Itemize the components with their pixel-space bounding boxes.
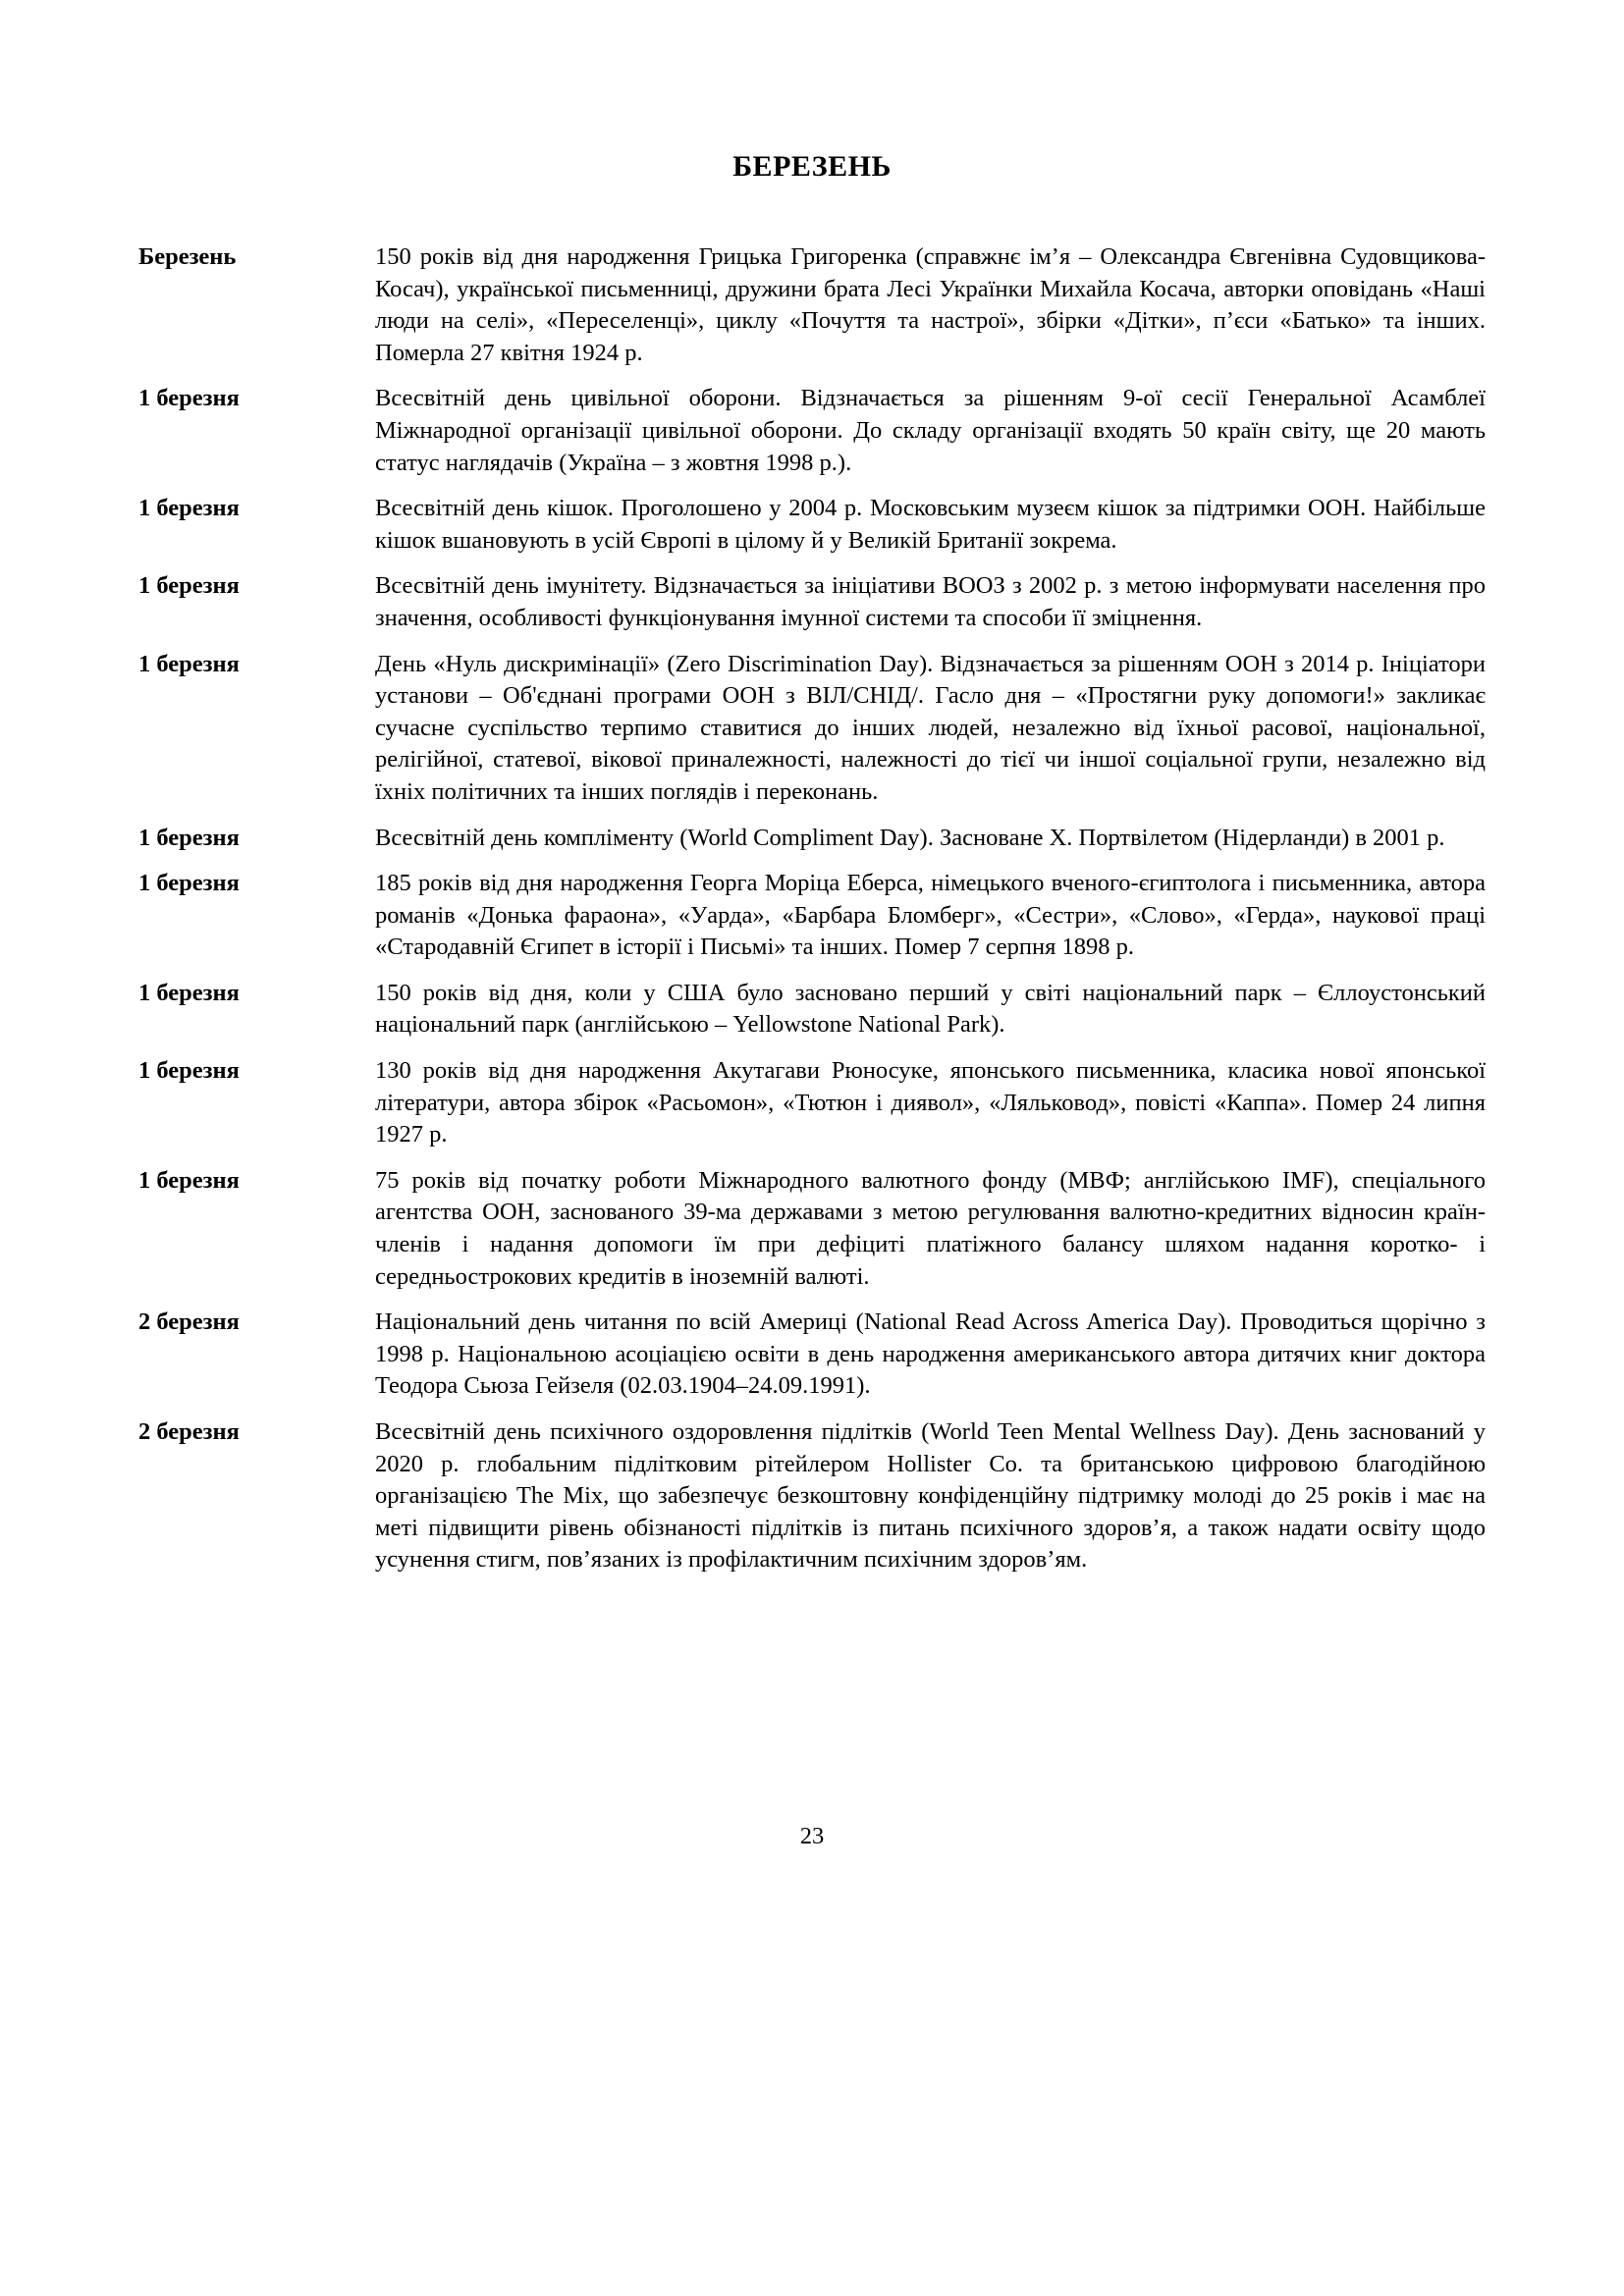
event-entry [138, 493, 1486, 557]
event-description: 75 років від початку роботи Міжнародного валютного фонду (МВФ; англійською IMF), спеціального агентства ООН, заснованого 39-ма державами з метою регулювання валютно-кредитних відносин країн-членів і надання допомоги їм при дефіциті платіжного балансу шляхом надання коротко- і середньострокових кредитів в іноземній валюті. [375, 1166, 1486, 1290]
event-description: 150 років від дня народження Грицька Григоренка (справжнє ім’я – Олександра Євгенівна Судовщикова-Косач), української письменниці, дружини брата Лесі Українки Михайла Косача, авторки оповідань «Наші люди на селі», «Переселенці», циклу «Почуття та настрої», збірки «Дітки», п’єси «Батько» та інших. Померла 27 квітня 1924 р. [375, 243, 1486, 366]
event-entry [138, 649, 1486, 809]
event-description: Всесвітній день кішок. Проголошено у 2004 р. Московським музеєм кішок за підтримки ООН. Найбільше кішок вшановують в усій Європі в цілому й у Великій Британії зокрема. [375, 495, 1486, 554]
event-description: Національний день читання по всій Америці (National Read Across America Day). Проводиться щорічно з 1998 р. Національною асоціацією освіти в день народження американського автора дитячих книг доктора Теодора Сьюза Гейзеля (02.03.1904–24.09.1991). [375, 1308, 1486, 1400]
event-date: 1 березня [138, 495, 240, 522]
event-date: 1 березня [138, 650, 240, 677]
event-description: День «Нуль дискримінації» (Zero Discrimination Day). Відзначається за рішенням ООН з 2014 р. Ініціатори установи – Об'єднані програми ООН з ВІЛ/СНІД/. Гасло дня – «Простягни руку допомоги!» закликає сучасне суспільство терпимо ставитися до інших людей, незалежно від їхньої расової, національної, релігійної, статевої, вікової приналежності, належності до тієї чи іншої соціальної групи, незалежно від їхніх політичних та інших поглядів і переконань. [375, 650, 1486, 805]
event-date: 1 березня [138, 572, 240, 600]
event-list [138, 241, 1486, 1576]
event-description: Всесвітній день компліменту (World Compliment Day). Засноване Х. Портвілетом (Нідерланди) в 2001 р. [375, 824, 1445, 851]
event-date: 1 березня [138, 1166, 240, 1194]
event-description: 150 років від дня, коли у США було засновано перший у світі національний парк – Єллоустонський національний парк (англійською – Yellowstone National Park). [375, 979, 1486, 1039]
event-description: 130 років від дня народження Акутагави Рюносуке, японського письменника, класика нової японської літератури, автора збірок «Расьомон», «Тютюн і диявол», «Ляльковод», повісті «Каппа». Помер 24 липня 1927 р. [375, 1057, 1486, 1148]
document-page [138, 147, 1486, 1590]
event-entry [138, 823, 1486, 855]
event-date: 1 березня [138, 824, 240, 851]
event-description: Всесвітній день імунітету. Відзначається за ініціативи ВООЗ з 2002 р. з метою інформувати населення про значення, особливості функціонування імунної системи та способи її зміцнення. [375, 572, 1486, 631]
event-date: 2 березня [138, 1308, 240, 1336]
event-date: 1 березня [138, 979, 240, 1006]
event-date: 1 березня [138, 1057, 240, 1085]
event-entry [138, 978, 1486, 1041]
event-entry [138, 241, 1486, 369]
event-date: Березень [138, 243, 237, 270]
event-date: 1 березня [138, 870, 240, 897]
event-entry [138, 868, 1486, 964]
event-entry [138, 1307, 1486, 1403]
event-entry [138, 570, 1486, 634]
event-date: 1 березня [138, 385, 240, 412]
event-entry [138, 383, 1486, 479]
page-number: 23 [799, 1823, 825, 1849]
event-date: 2 березня [138, 1418, 240, 1445]
event-description: Всесвітній день цивільної оборони. Відзначається за рішенням 9-ої сесії Генеральної Асамблеї Міжнародної організації цивільної оборони. До складу організації входять 50 країн світу, ще 20 мають статус наглядачів (Україна – з жовтня 1998 р.). [375, 385, 1486, 476]
event-description: 185 років від дня народження Георга Моріца Еберса, німецького вченого-єгиптолога і письменника, автора романів «Донька фараона», «Уарда», «Барбара Бломберг», «Сестри», «Слово», «Герда», наукової праці «Стародавній Єгипет в історії і Письмі» та інших. Помер 7 серпня 1898 р. [375, 870, 1486, 961]
event-description: Всесвітній день психічного оздоровлення підлітків (World Teen Mental Wellness Day). День заснований у 2020 р. глобальним підлітковим рітейлером Hollister Co. та британською цифровою благодійною організацією The Mix, що забезпечує безкоштовну конфіденційну підтримку молоді до 25 років і має на меті підвищити рівень обізнаності підлітків із питань психічного здоров’я, а також надати освіту щодо усунення стигм, пов’язаних із профілактичним психічним здоров’ям. [375, 1418, 1486, 1574]
page-title: БЕРЕЗЕНЬ [732, 150, 892, 183]
event-entry [138, 1416, 1486, 1576]
event-entry [138, 1165, 1486, 1293]
event-entry [138, 1055, 1486, 1151]
